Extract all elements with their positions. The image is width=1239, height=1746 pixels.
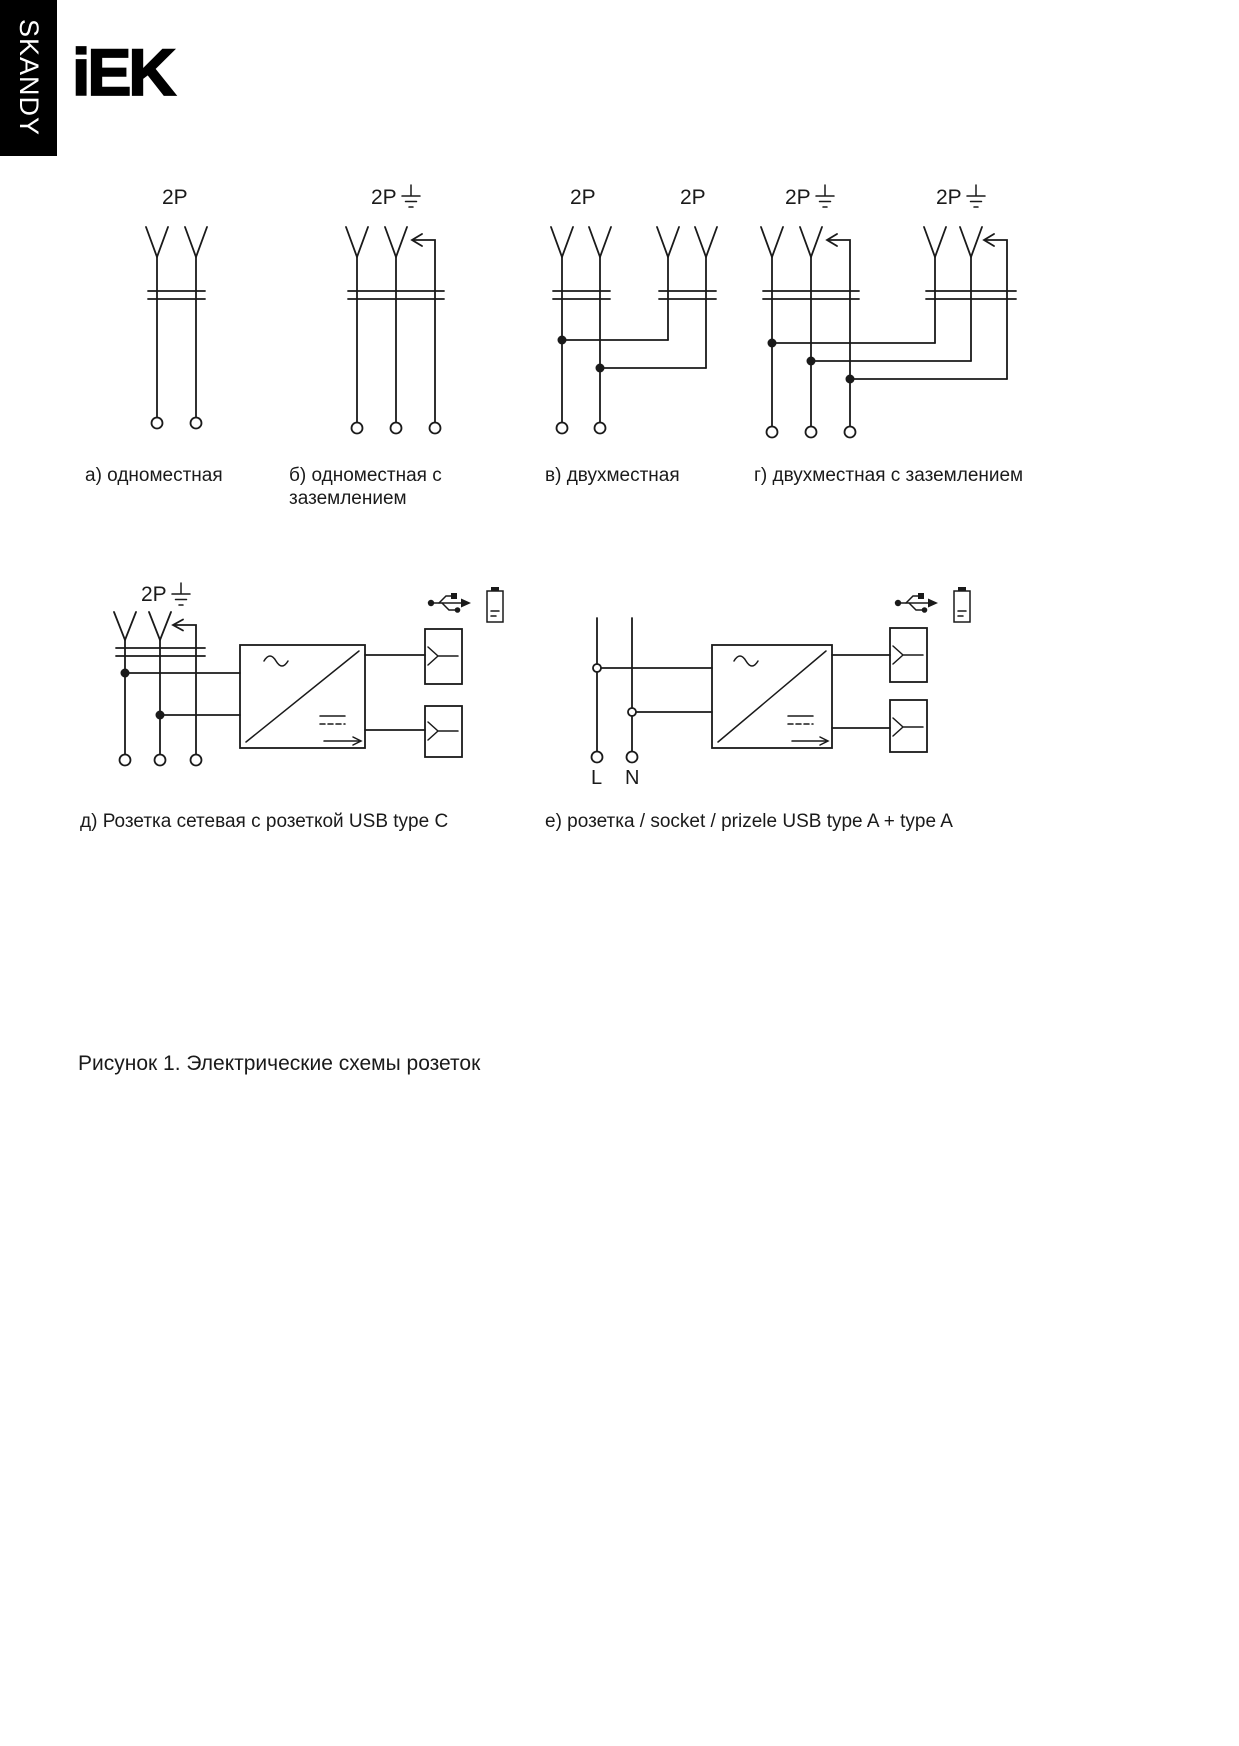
- socket-contact-fork: [800, 227, 822, 426]
- dc-icon: [788, 716, 813, 724]
- battery-icon: [487, 587, 503, 622]
- socket-contact-fork: [385, 227, 407, 422]
- diagram-a-single-socket: [146, 186, 207, 429]
- ac-dc-converter: [240, 645, 365, 748]
- diagram-d-socket-usb-type-c: [114, 583, 503, 766]
- earth-ground-icon: [402, 185, 420, 207]
- caption-diagram-b: б) одноместная с заземлением: [289, 465, 442, 509]
- diagram-g-double-socket-grounded: [761, 185, 1016, 438]
- diagram-b-single-socket-grounded: [346, 185, 444, 434]
- ground-contact-arrow: [173, 620, 196, 755]
- pole-count-label: 2P: [162, 186, 188, 209]
- socket-contact-fork: [114, 612, 136, 754]
- terminal-circle: [595, 423, 606, 434]
- ground-contact-arrow: [984, 234, 1007, 379]
- brand-logo: iEK: [72, 35, 174, 109]
- caption-diagram-g: г) двухместная с заземлением: [754, 465, 1024, 486]
- socket-contact-fork: [146, 227, 168, 417]
- socket-contact-fork: [346, 227, 368, 422]
- terminal-circle: [155, 755, 166, 766]
- caption-diagram-a: а) одноместная: [85, 465, 223, 486]
- terminal-circle: [767, 427, 778, 438]
- neutral-terminal-label: N: [625, 767, 640, 789]
- line-terminal-label: L: [591, 767, 603, 789]
- socket-contact-fork: [924, 227, 946, 343]
- socket-contact-fork: [960, 227, 982, 361]
- figure-caption: Рисунок 1. Электрические схемы розеток: [78, 1052, 481, 1075]
- earth-ground-icon: [816, 185, 834, 207]
- ground-contact-arrow: [827, 234, 850, 426]
- socket-contact-fork: [761, 227, 783, 426]
- terminal-circle: [191, 418, 202, 429]
- ac-wave-icon: [264, 656, 288, 666]
- terminal-circle: [845, 427, 856, 438]
- pole-count-label: 2P: [680, 186, 706, 209]
- diagram-e-socket-usb-type-a: [591, 587, 970, 789]
- diagram-v-double-socket: [551, 186, 717, 434]
- usb-icon: [895, 593, 938, 613]
- input-wires: [593, 664, 712, 716]
- socket-contact-fork: [695, 227, 717, 368]
- usb-outlet-box: [890, 628, 927, 682]
- pole-count-label: 2P: [371, 186, 397, 209]
- terminal-circle: [627, 752, 638, 763]
- pole-count-label: 2P: [785, 186, 811, 209]
- terminal-circle: [352, 423, 363, 434]
- jumper-wires: [558, 336, 707, 373]
- output-arrow: [792, 737, 828, 745]
- battery-icon: [954, 587, 970, 622]
- input-wires: [121, 669, 241, 720]
- earth-ground-icon: [172, 583, 190, 605]
- socket-contact-fork: [551, 227, 573, 422]
- terminal-circle: [806, 427, 817, 438]
- terminal-circle: [557, 423, 568, 434]
- terminal-circle: [191, 755, 202, 766]
- usb-outlet-box: [425, 706, 462, 757]
- pole-count-label: 2P: [936, 186, 962, 209]
- socket-contact-fork: [149, 612, 171, 754]
- ac-wave-icon: [734, 656, 758, 666]
- terminal-circle: [120, 755, 131, 766]
- caption-diagram-v: в) двухместная: [545, 465, 680, 486]
- dc-icon: [320, 716, 345, 724]
- caption-diagram-e: е) розетка / socket / prizele USB type A + type A: [545, 811, 953, 832]
- terminal-circle: [592, 752, 603, 763]
- ground-contact-arrow: [412, 234, 435, 422]
- series-label: SKANDY: [14, 19, 44, 137]
- socket-contact-fork: [589, 227, 611, 422]
- terminal-circle: [152, 418, 163, 429]
- earth-ground-icon: [967, 185, 985, 207]
- terminal-circle: [391, 423, 402, 434]
- pole-count-label: 2P: [570, 186, 596, 209]
- caption-diagram-d: д) Розетка сетевая с розеткой USB type C: [80, 811, 449, 832]
- usb-outlet-box: [425, 629, 462, 684]
- socket-contact-fork: [185, 227, 207, 417]
- usb-icon: [428, 593, 471, 613]
- output-arrow: [324, 737, 361, 745]
- terminal-circle: [430, 423, 441, 434]
- socket-contact-fork: [657, 227, 679, 340]
- usb-outlet-box: [890, 700, 927, 752]
- pole-count-label: 2P: [141, 583, 167, 606]
- ac-dc-converter: [712, 645, 832, 748]
